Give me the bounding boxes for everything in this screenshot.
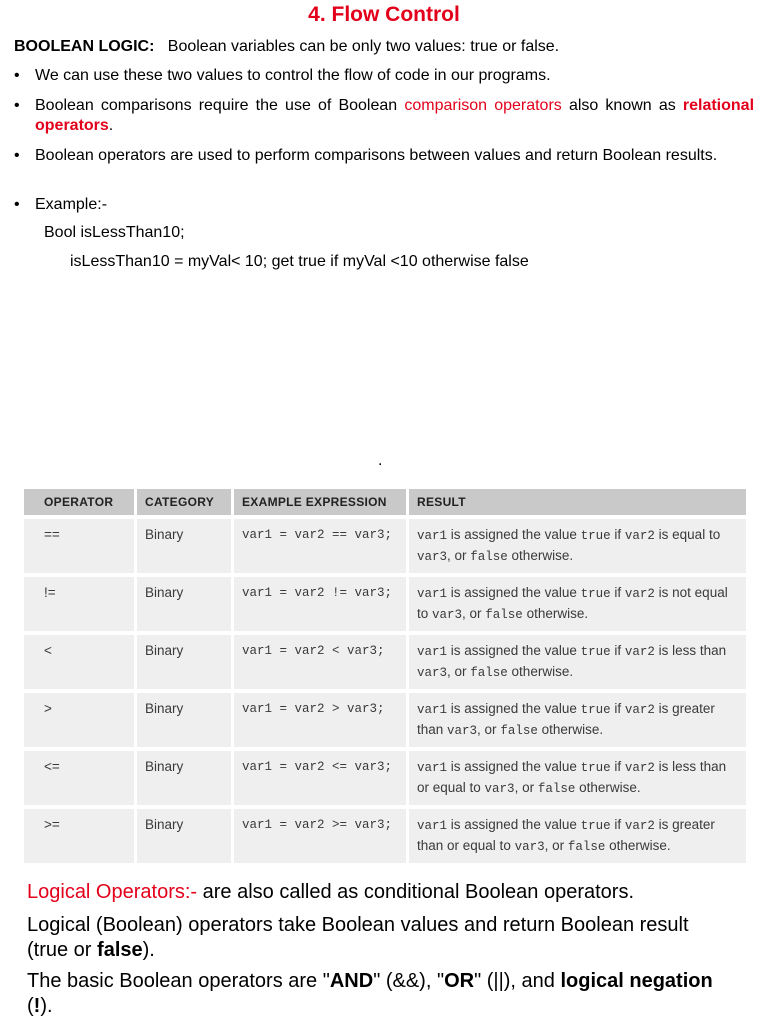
- code-token: var3: [484, 782, 515, 796]
- result-cell: [409, 809, 746, 863]
- code-token: false: [500, 724, 538, 738]
- expression-cell: var1 = var2 == var3;: [234, 519, 409, 573]
- text-run: The basic Boolean operators are ": [27, 970, 330, 992]
- code-token: var2: [624, 819, 655, 833]
- bullet-dot: •: [14, 147, 20, 164]
- text-run: also known as: [561, 97, 683, 114]
- col-header-category: CATEGORY: [137, 489, 234, 515]
- text-run: is less than: [654, 643, 727, 658]
- text-run: is assigned the value: [447, 817, 581, 832]
- bullet-text: Example:-: [35, 196, 108, 213]
- text-run: , or: [477, 722, 501, 737]
- bullet-dot: •: [14, 97, 20, 114]
- text-run: is assigned the value: [447, 643, 581, 658]
- text-run: , or: [544, 838, 568, 853]
- code-token: var3: [447, 724, 478, 738]
- code-token: var2: [624, 529, 655, 543]
- code-token: var1: [417, 703, 448, 717]
- col-header-example: EXAMPLE EXPRESSION: [234, 489, 409, 515]
- result-cell: [409, 577, 746, 631]
- text-run: is assigned the value: [447, 759, 581, 774]
- stray-dot: .: [378, 452, 383, 469]
- intro-text: Boolean variables can be only two values: true or false.: [167, 38, 560, 55]
- text-run: if: [610, 701, 625, 716]
- code-token: var3: [514, 840, 545, 854]
- operator-cell: <: [24, 635, 137, 689]
- result-cell: [409, 693, 746, 747]
- text-run: Boolean comparisons require the use of Boolean: [35, 97, 405, 114]
- bold-false: false: [97, 939, 143, 961]
- bullet-text: [35, 96, 754, 136]
- text-run: is equal to: [654, 527, 721, 542]
- category-cell: Binary: [137, 751, 234, 805]
- text-run: Logical (Boolean) operators take Boolean values and return Boolean result (true or: [27, 914, 689, 961]
- operator-cell: >=: [24, 809, 137, 863]
- expression-cell: var1 = var2 >= var3;: [234, 809, 409, 863]
- text-run: if: [610, 527, 625, 542]
- intro-line: [14, 38, 559, 56]
- code-token: var1: [417, 645, 448, 659]
- code-line-1: Bool isLessThan10;: [44, 224, 185, 241]
- code-token: true: [580, 703, 611, 717]
- text-run: ).: [40, 995, 53, 1017]
- table-row: [24, 577, 746, 631]
- code-token: true: [580, 645, 611, 659]
- code-token: false: [537, 782, 576, 796]
- table-body: [24, 519, 746, 863]
- operator-cell: !=: [24, 577, 137, 631]
- text-run: (: [27, 995, 34, 1017]
- text-run: otherwise.: [575, 780, 641, 795]
- bullet-text: We can use these two values to control the flow of code in our programs.: [35, 67, 551, 84]
- logical-heading-text: are also called as conditional Boolean operators.: [197, 881, 635, 903]
- code-token: true: [580, 529, 611, 543]
- category-cell: Binary: [137, 577, 234, 631]
- code-token: true: [580, 761, 611, 775]
- code-token: true: [580, 819, 611, 833]
- code-token: var1: [417, 819, 448, 833]
- expression-cell: var1 = var2 < var3;: [234, 635, 409, 689]
- result-cell: [409, 751, 746, 805]
- operator-cell: <=: [24, 751, 137, 805]
- text-run: " (||), and: [474, 970, 561, 992]
- logical-paragraph-2: [27, 913, 735, 963]
- code-token: var2: [624, 587, 655, 601]
- text-run: is assigned the value: [447, 527, 581, 542]
- code-token: false: [470, 550, 508, 564]
- code-token: false: [567, 840, 606, 854]
- code-token: var1: [417, 761, 448, 775]
- expression-cell: var1 = var2 <= var3;: [234, 751, 409, 805]
- result-cell: [409, 635, 746, 689]
- table-row: [24, 693, 746, 747]
- category-cell: Binary: [137, 809, 234, 863]
- text-run: ).: [142, 939, 155, 961]
- bold-or: OR: [444, 970, 475, 992]
- expression-cell: var1 = var2 != var3;: [234, 577, 409, 631]
- text-run: , or: [447, 548, 471, 563]
- bullet-text: Boolean operators are used to perform comparisons between values and return Boolean results.: [35, 147, 718, 164]
- code-token: var3: [417, 666, 448, 680]
- bullet-dot: •: [14, 196, 20, 213]
- operators-table: [24, 485, 746, 867]
- text-run: is greater than or equal to: [417, 817, 715, 853]
- table-row: [24, 519, 746, 573]
- code-token: var3: [417, 550, 448, 564]
- code-token: var3: [432, 608, 463, 622]
- code-token: var2: [624, 645, 655, 659]
- text-run: if: [610, 759, 625, 774]
- logical-paragraph-3: [27, 969, 735, 1019]
- code-token: false: [470, 666, 508, 680]
- text-run: if: [610, 643, 625, 658]
- page-title: 4. Flow Control: [308, 3, 460, 26]
- bold-bang: !: [33, 995, 41, 1017]
- text-run: , or: [447, 664, 471, 679]
- table-row: [24, 635, 746, 689]
- bold-logical-negation: logical negation: [560, 970, 713, 992]
- text-run: , or: [462, 606, 486, 621]
- category-cell: Binary: [137, 693, 234, 747]
- text-run: is assigned the value: [447, 701, 581, 716]
- code-token: var2: [624, 703, 655, 717]
- text-run: otherwise.: [507, 664, 574, 679]
- text-run: otherwise.: [537, 722, 604, 737]
- category-cell: Binary: [137, 519, 234, 573]
- text-run: otherwise.: [522, 606, 589, 621]
- expression-cell: var1 = var2 > var3;: [234, 693, 409, 747]
- table-row: [24, 751, 746, 805]
- text-run: otherwise.: [605, 838, 671, 853]
- text-run: is less than or equal to: [417, 759, 727, 795]
- table-row: [24, 809, 746, 863]
- operator-cell: >: [24, 693, 137, 747]
- logical-heading-label: Logical Operators:-: [27, 881, 198, 903]
- col-header-result: RESULT: [409, 489, 746, 515]
- code-token: false: [485, 608, 523, 622]
- text-run: is assigned the value: [447, 585, 581, 600]
- highlight-comparison-operators: comparison operators: [404, 97, 562, 114]
- code-token: var1: [417, 529, 448, 543]
- code-token: var1: [417, 587, 448, 601]
- result-cell: [409, 519, 746, 573]
- bold-and: AND: [329, 970, 374, 992]
- operator-cell: ==: [24, 519, 137, 573]
- code-line-2: isLessThan10 = myVal< 10; get true if myVal <10 otherwise false: [70, 253, 529, 270]
- text-run: is not equal to: [417, 585, 728, 621]
- category-cell: Binary: [137, 635, 234, 689]
- text-run: otherwise.: [507, 548, 574, 563]
- col-header-operator: OPERATOR: [24, 489, 137, 515]
- logical-heading: [27, 880, 735, 905]
- code-token: var2: [624, 761, 655, 775]
- intro-label: BOOLEAN LOGIC:: [14, 38, 155, 55]
- text-run: is greater than: [417, 701, 715, 737]
- text-run: , or: [514, 780, 538, 795]
- table-header-row: [24, 489, 746, 515]
- text-run: if: [610, 585, 625, 600]
- text-run: .: [108, 117, 114, 134]
- text-run: " (&&), ": [373, 970, 445, 992]
- code-token: true: [580, 587, 611, 601]
- bullet-dot: •: [14, 67, 20, 84]
- text-run: if: [610, 817, 625, 832]
- highlight-relational-operators: relational operators: [35, 97, 755, 134]
